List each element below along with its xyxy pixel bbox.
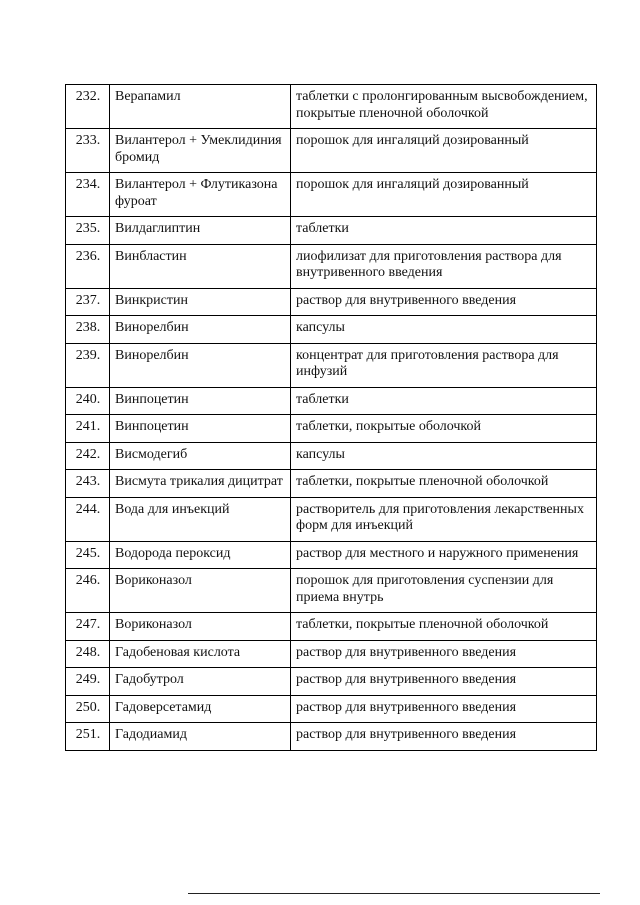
table-row [66, 343, 597, 387]
dosage-form-cell: таблетки [291, 387, 597, 415]
row-number-cell: 245. [66, 541, 110, 569]
dosage-form-cell: раствор для местного и наружного применения [291, 541, 597, 569]
dosage-form-cell: порошок для ингаляций дозированный [291, 129, 597, 173]
drug-name-cell: Гадоверсетамид [110, 695, 291, 723]
drug-name-cell: Вилдаглиптин [110, 217, 291, 245]
row-number-cell: 238. [66, 316, 110, 344]
drug-name-cell: Винбластин [110, 244, 291, 288]
drug-name-cell: Винорелбин [110, 316, 291, 344]
row-number-cell: 241. [66, 415, 110, 443]
drug-name-cell: Вориконазол [110, 613, 291, 641]
dosage-form-cell: раствор для внутривенного введения [291, 723, 597, 751]
dosage-form-cell: раствор для внутривенного введения [291, 695, 597, 723]
row-number-cell: 251. [66, 723, 110, 751]
table-row [66, 442, 597, 470]
table-row [66, 723, 597, 751]
dosage-form-cell: лиофилизат для приготовления раствора для внутривенного введения [291, 244, 597, 288]
row-number-cell: 244. [66, 497, 110, 541]
drug-name-cell: Гадобеновая кислота [110, 640, 291, 668]
row-number-cell: 239. [66, 343, 110, 387]
table-body [66, 85, 597, 751]
table-row [66, 541, 597, 569]
table-row [66, 569, 597, 613]
table-row [66, 695, 597, 723]
dosage-form-cell: раствор для внутривенного введения [291, 640, 597, 668]
drug-name-cell: Висмута трикалия дицитрат [110, 470, 291, 498]
footer-line [188, 893, 600, 894]
dosage-form-cell: таблетки с пролонгированным высвобождением, покрытые пленочной оболочкой [291, 85, 597, 129]
row-number-cell: 250. [66, 695, 110, 723]
table-row [66, 217, 597, 245]
dosage-form-cell: раствор для внутривенного введения [291, 288, 597, 316]
dosage-form-cell: таблетки, покрытые пленочной оболочкой [291, 470, 597, 498]
table-row [66, 470, 597, 498]
dosage-form-cell: капсулы [291, 316, 597, 344]
row-number-cell: 240. [66, 387, 110, 415]
drug-name-cell: Винкристин [110, 288, 291, 316]
row-number-cell: 232. [66, 85, 110, 129]
drug-name-cell: Гадобутрол [110, 668, 291, 696]
drug-name-cell: Гадодиамид [110, 723, 291, 751]
drug-name-cell: Вилантерол + Умеклидиния бромид [110, 129, 291, 173]
table-row [66, 613, 597, 641]
drug-name-cell: Вориконазол [110, 569, 291, 613]
table-row [66, 497, 597, 541]
table-row [66, 415, 597, 443]
dosage-form-cell: капсулы [291, 442, 597, 470]
table-row [66, 129, 597, 173]
row-number-cell: 247. [66, 613, 110, 641]
row-number-cell: 243. [66, 470, 110, 498]
drug-name-cell: Винпоцетин [110, 387, 291, 415]
row-number-cell: 248. [66, 640, 110, 668]
dosage-form-cell: порошок для приготовления суспензии для приема внутрь [291, 569, 597, 613]
table-row [66, 640, 597, 668]
table-row [66, 668, 597, 696]
dosage-form-cell: таблетки, покрытые оболочкой [291, 415, 597, 443]
drug-name-cell: Вилантерол + Флутиказона фуроат [110, 173, 291, 217]
table-row [66, 85, 597, 129]
table-row [66, 173, 597, 217]
row-number-cell: 233. [66, 129, 110, 173]
drug-name-cell: Водорода пероксид [110, 541, 291, 569]
table-row [66, 387, 597, 415]
dosage-form-cell: порошок для ингаляций дозированный [291, 173, 597, 217]
drug-name-cell: Винорелбин [110, 343, 291, 387]
row-number-cell: 242. [66, 442, 110, 470]
row-number-cell: 249. [66, 668, 110, 696]
row-number-cell: 237. [66, 288, 110, 316]
table-row [66, 316, 597, 344]
drug-name-cell: Вода для инъекций [110, 497, 291, 541]
row-number-cell: 246. [66, 569, 110, 613]
row-number-cell: 236. [66, 244, 110, 288]
table-row [66, 244, 597, 288]
row-number-cell: 234. [66, 173, 110, 217]
drug-table [65, 84, 597, 751]
dosage-form-cell: таблетки, покрытые пленочной оболочкой [291, 613, 597, 641]
dosage-form-cell: концентрат для приготовления раствора для инфузий [291, 343, 597, 387]
dosage-form-cell: раствор для внутривенного введения [291, 668, 597, 696]
drug-name-cell: Висмодегиб [110, 442, 291, 470]
dosage-form-cell: таблетки [291, 217, 597, 245]
drug-name-cell: Винпоцетин [110, 415, 291, 443]
dosage-form-cell: растворитель для приготовления лекарственных форм для инъекций [291, 497, 597, 541]
table-row [66, 288, 597, 316]
drug-name-cell: Верапамил [110, 85, 291, 129]
row-number-cell: 235. [66, 217, 110, 245]
